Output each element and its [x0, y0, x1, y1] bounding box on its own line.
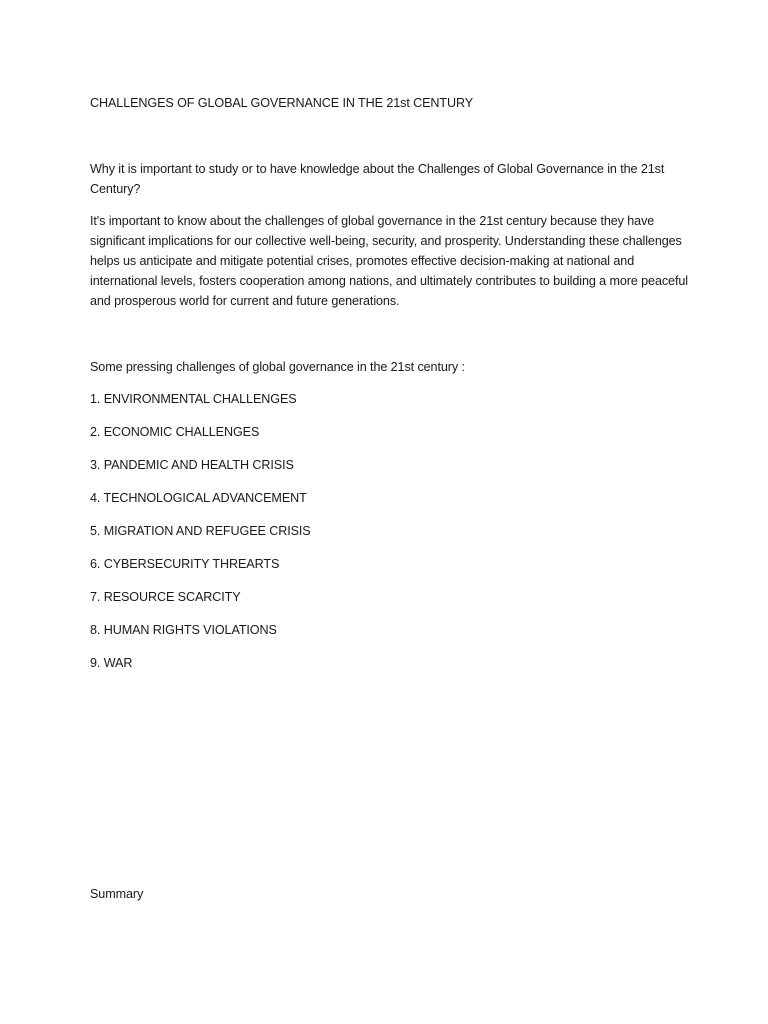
list-item: 6. CYBERSECURITY THREARTS: [90, 557, 280, 571]
question-paragraph: Why it is important to study or to have knowledge about the Challenges of Global Governance in the 21st Century?: [90, 162, 665, 196]
list-item: 2. ECONOMIC CHALLENGES: [90, 425, 260, 439]
answer-paragraph: It's important to know about the challenges of global governance in the 21st century because they have significant implications for our collective well-being, security, and prosperity. Understanding these challenges helps us anticipate and mitigate potential crises, promotes effective decision-making at national and international levels, fosters cooperation among nations, and ultimately contributes to building a more peaceful and prosperous world for current and future generations.: [90, 214, 688, 308]
challenges-list: [90, 389, 311, 686]
challenges-intro: Some pressing challenges of global governance in the 21st century :: [90, 360, 465, 374]
list-item: 3. PANDEMIC AND HEALTH CRISIS: [90, 458, 294, 472]
list-item: 8. HUMAN RIGHTS VIOLATIONS: [90, 623, 277, 637]
list-item: 1. ENVIRONMENTAL CHALLENGES: [90, 392, 297, 406]
list-item: 4. TECHNOLOGICAL ADVANCEMENT: [90, 491, 307, 505]
list-item: 5. MIGRATION AND REFUGEE CRISIS: [90, 524, 311, 538]
list-item: 7. RESOURCE SCARCITY: [90, 590, 241, 604]
document-title: CHALLENGES OF GLOBAL GOVERNANCE IN THE 21st CENTURY: [90, 96, 474, 110]
summary-heading: Summary: [90, 887, 144, 901]
list-item: 9. WAR: [90, 656, 133, 670]
